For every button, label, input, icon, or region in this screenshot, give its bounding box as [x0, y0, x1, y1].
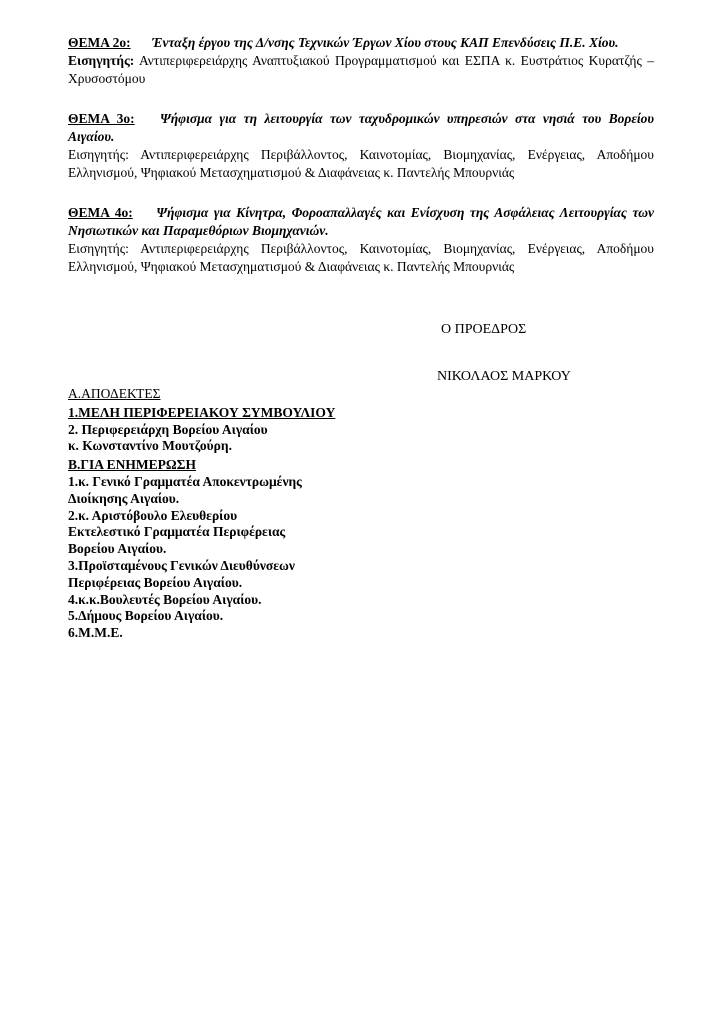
- recipients-block: [68, 386, 408, 642]
- topic-3: [68, 110, 654, 182]
- topic-2: [68, 34, 654, 88]
- info-heading: Β.ΓΙΑ ΕΝΗΜΕΡΩΣΗ: [68, 457, 196, 473]
- topic-number: ΘΕΜΑ 4ο:: [68, 205, 133, 220]
- rapporteur-label: Εισηγητής:: [68, 241, 129, 256]
- topic-number: ΘΕΜΑ 3ο:: [68, 111, 135, 126]
- rapporteur: Αντιπεριφερειάρχης Περιβάλλοντος, Καινοτομίας, Βιομηχανίας, Ενέργειας, Αποδήμου Ελληνισμού, Ψηφιακού Μετασχηματισμού & Διαφάνειας κ. Παντελής Μπουρνιάς: [68, 241, 654, 274]
- rapporteur: Αντιπεριφερειάρχης Αναπτυξιακού Προγραμματισμού και ΕΣΠΑ κ. Ευστράτιος Κυρατζής – Χρυσοστόμου: [68, 53, 654, 86]
- list-item: Περιφέρειας Βορείου Αιγαίου.: [68, 574, 243, 590]
- list-item: κ. Κωνσταντίνο Μουτζούρη.: [68, 438, 232, 454]
- topic-4: [68, 204, 654, 276]
- recipients-heading: Α.ΑΠΟΔΕΚΤΕΣ: [68, 386, 161, 401]
- topic-title: Ένταξη έργου της Δ/νσης Τεχνικών Έργων Χίου στους ΚΑΠ Επενδύσεις Π.Ε. Χίου.: [152, 35, 619, 50]
- list-item: 5.Δήμους Βορείου Αιγαίου.: [68, 608, 224, 624]
- list-item: Βορείου Αιγαίου.: [68, 541, 167, 557]
- topic-number: ΘΕΜΑ 2ο:: [68, 35, 131, 50]
- list-item: 3.Προϊσταμένους Γενικών Διευθύνσεων: [68, 557, 295, 573]
- list-item: 2. Περιφερειάρχη Βορείου Αιγαίου: [68, 421, 268, 437]
- list-item: Εκτελεστικό Γραμματέα Περιφέρειας: [68, 524, 286, 540]
- signature-role: Ο ΠΡΟΕΔΡΟΣ: [441, 322, 527, 337]
- rapporteur-label: Εισηγητής:: [68, 53, 135, 68]
- topic-title: Ψήφισμα για Κίνητρα, Φοροαπαλλαγές και Ενίσχυση της Ασφάλειας Λειτουργίας των Νησιωτικών και Παραμεθόριων Βιομηχανιών.: [68, 205, 654, 238]
- agenda-topics: [68, 34, 654, 298]
- topic-title: Ψήφισμα για τη λειτουργία των ταχυδρομικών υπηρεσιών στα νησιά του Βορείου Αιγαίου.: [68, 111, 654, 144]
- list-item: 4.κ.κ.Βουλευτές Βορείου Αιγαίου.: [68, 591, 262, 607]
- rapporteur-label: Εισηγητής:: [68, 147, 129, 162]
- list-item: 6.Μ.Μ.Ε.: [68, 625, 123, 641]
- list-item: 2.κ. Αριστόβουλο Ελευθερίου: [68, 507, 238, 523]
- members-heading: 1.ΜΕΛΗ ΠΕΡΙΦΕΡΕΙΑΚΟΥ ΣΥΜΒΟΥΛΙΟΥ: [68, 404, 336, 420]
- list-item: 1.κ. Γενικό Γραμματέα Αποκεντρωμένης: [68, 473, 302, 489]
- signature-name: ΝΙΚΟΛΑΟΣ ΜΑΡΚΟΥ: [437, 369, 571, 384]
- rapporteur: Αντιπεριφερειάρχης Περιβάλλοντος, Καινοτομίας, Βιομηχανίας, Ενέργειας, Αποδήμου Ελληνισμού, Ψηφιακού Μετασχηματισμού & Διαφάνειας κ. Παντελής Μπουρνιάς: [68, 147, 654, 180]
- list-item: Διοίκησης Αιγαίου.: [68, 490, 180, 506]
